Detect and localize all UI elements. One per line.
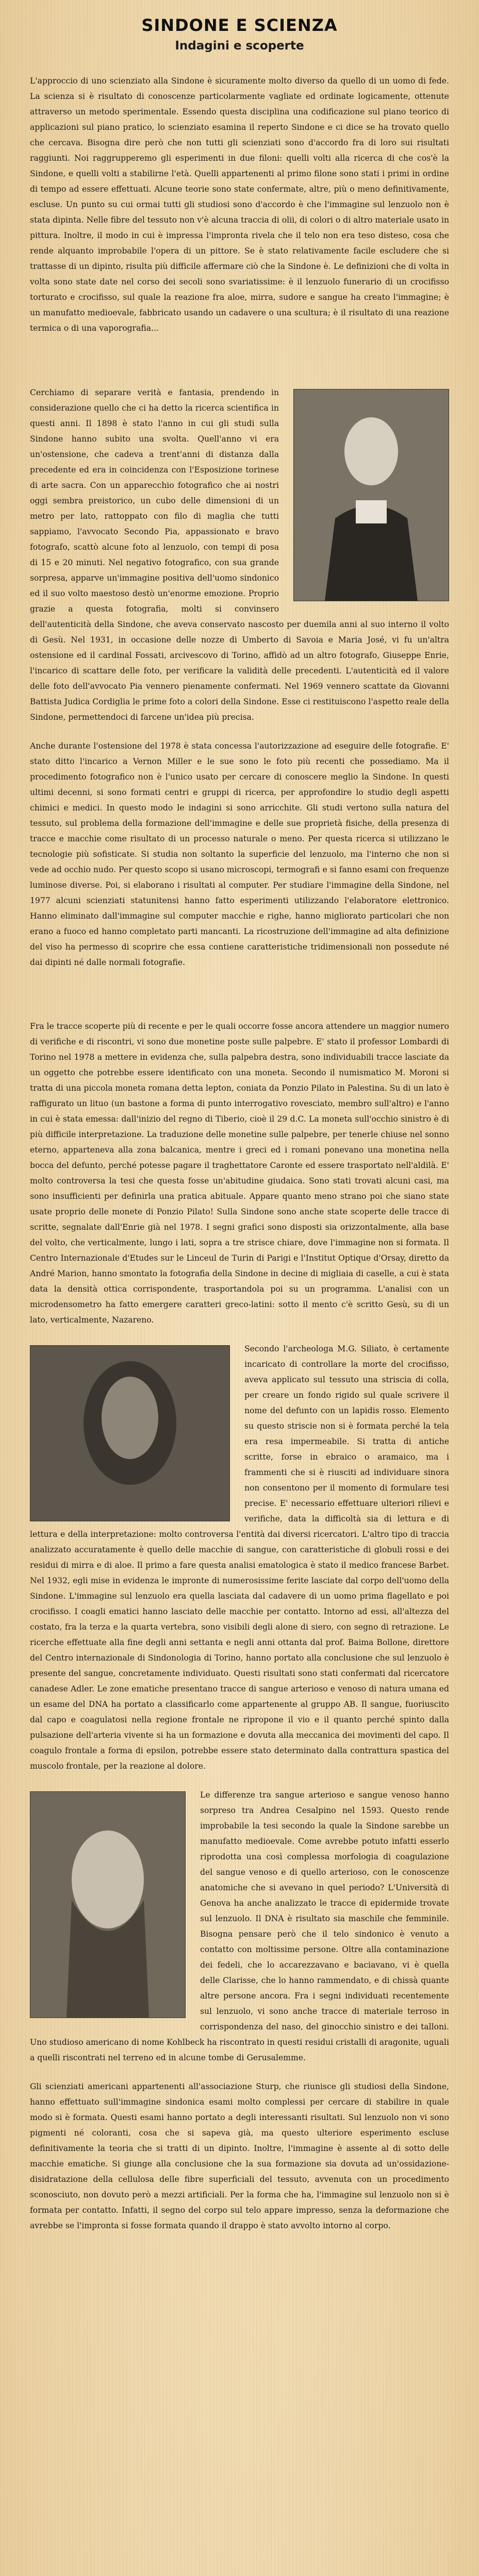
paragraph-blood <box>30 1341 449 1774</box>
page-subtitle: Indagini e scoperte <box>175 39 304 53</box>
paragraph-2-text: Cerchiamo di separare verità e fantasia, prendendo in considerazione quello che ci ha detto la ricerca scientifica in questi anni. Il 1898 è stato l'anno in cui gli studi sulla Sindone hanno subito una svolta. Quell'anno vi era un'ostensione, che cadeva a trent'anni di distanza dalla precedente ed era in coincidenza con l'Esposizione torinese di arte sacra. Con un apparecchio fotografico che ai nostri oggi sembra preistorico, un cubo delle dimensioni di un metro per lato, rattoppato con filo di maglia che tutti sappiamo, l'avvocato Secondo Pia, appassionato e bravo fotografo, scattò alcune foto al lenzuolo, con tempi di posa di 15 e 20 minuti. Nel negativo fotografico, con sua grande sorpresa, apparve un'immagine positiva dell'uomo sindonico ed il suo volto maestoso destò un'enorme emozione. Proprio grazie a questa fotografia, molti si convinsero dell'autenticità della Sindone, che aveva conservato nascosto per duemila anni al suo interno il volto di Gesù. Nel 1931, in occasione delle nozze di Umberto di Savoia e Maria José, vi fu un'altra ostensione ed il cardinal Fossati, arcivescovo di Torino, affidò ad un altro fotografo, Giuseppe Enrie, l'incarico di scattare delle foto, per verificare la validità delle precedenti. L'autenticità ed il valore delle foto dell'avvocato Pia vennero pienamente confermati. Nel 1969 vennero scattate da Giovanni Battista Judica Cordiglia le prime foto a colori della Sindone. Esse ci restituiscono l'aspetto reale della Sindone, permettendoci di farcene un'idea più precisa. <box>30 388 449 722</box>
shroud-photo-icon <box>30 1346 229 1521</box>
paragraph-6-text: Le differenze tra sangue arterioso e sangue venoso hanno sorpreso tra Andrea Cesalpino nel 1593. Questo rende improbabile la tesi secondo la quale la Sindone sarebbe un manufatto medioevale. Come avrebbe potuto infatti esserlo riprodotta una così complessa morfologia di coagulazione del sangue venoso e di quello arterioso, con le conoscenze anatomiche che si avevano in quel periodo? L'Università di Genova ha anche analizzato le tracce di epidermide trovate sul lenzuolo. Il DNA è risultato sia maschile che femminile. Bisogna pensare però che il telo sindonico è venuto a contatto con moltissime persone. Oltre alla contaminazione dei fedeli, che lo accarezzavano e baciavano, vi è quella delle Clarisse, che lo hanno rammendato, e di chissà quante altre persone ancora. Fra i segni individuati recentemente sul lenzuolo, vi sono anche tracce di materiale terroso in corrispondenza del naso, del ginocchio sinistro e dei talloni. Uno studioso americano di nome Kohlbeck ha riscontrato in questi residui cristalli di aragonite, uguali a quelli riscontrati nel terreno ed in alcune tombe di Gerusalemme. <box>30 1790 449 2062</box>
paragraph-intro <box>30 73 449 336</box>
paragraph-4-text: Fra le tracce scoperte più di recente e per le quali occorre fosse ancora attendere un maggior numero di verifiche e di riscontri, vi sono due monetine poste sulle palpebre. E' stato il professor Lombardi di Torino nel 1978 a mettere in evidenza che, sulla palpebra destra, sono individuabili tracce lasciate da un oggetto che potrebbe essere identificato con una moneta. Secondo il numismatico M. Moroni si tratta di una piccola moneta romana detta lepton, coniata da Ponzio Pilato in Palestina. Su di un lato è raffigurato un lituo (un bastone a forma di punto interrogativo rovesciato, membro sull'altro) e l'anno in cui è stata emessa: dall'inizio del regno di Tiberio, cioè il 29 d.C. La moneta sull'occhio sinistro è di più difficile interpretazione. La traduzione delle monetine sulle palpebre, per tenerle chiuse nel sonno eterno, apparteneva alla zona balcanica, mentre i greci ed i romani ponevano una monetina nella bocca del defunto, perché potesse pagare il traghettatore Caronte ed essere trasportato nell'aldilà. E' molto controversa la tesi che questa fosse un'abitudine giudaica. Sono stati trovati alcuni casi, ma sono insufficienti per definirla una pratica abituale. Appare quanto meno strano poi che siano state usate proprio delle monete di Ponzio Pilato! Sulla Sindone sono anche state scoperte delle tracce di scritte, segnalate dall'Enrie già nel 1978. I segni grafici sono disposti sia orizzontalmente, alla base del volto, che verticalmente, lungo i lati, sopra a tre strisce chiare, dove l'immagine non si formata. Il Centro Internazionale d'Etudes sur le Linceul de Turin di Parigi e l'Institut Optique d'Orsay, diretto da André Marion, hanno smontato la fotografia della Sindone in decine di migliaia di caselle, a cui è stata data la densità ottica corrispondente, trasportandola poi su un programma. L'analisi con un microdensometro ha fatto emergere caratteri greco-latini: sotto il mento c'è scritto Gesù, su di un lato, verticalmente, Nazareno. <box>30 1022 449 1325</box>
shroud-face-image <box>30 1791 186 2018</box>
portrait-icon <box>294 389 449 601</box>
paragraph-3-text: Anche durante l'ostensione del 1978 è stata concessa l'autorizzazione ad eseguire delle fotografie. E' stato ditto l'incarico a Vernon Miller e le sue sono le foto più recenti che possediamo. Ma il procedimento fotografico non è l'unico usato per cercare di conoscere meglio la Sindone. In questi ultimi decenni, si sono formati centri e gruppi di ricerca, per approfondire lo studio degli aspetti chimici e medici. In questo modo le indagini si sono arricchite. Gli studi vertono sulla natura del tessuto, sul problema della formazione dell'immagine e delle sue proprietà fisiche, della presenza di tracce e macchie come risultato di un processo naturale o meno. Per questa ricerca si utilizzano le tecnologie più sofisticate. Si studia non soltanto la superficie del lenzuolo, ma l'interno che non si vede ad occhio nudo. Per questo scopo si usano microscopi, termografi e si fanno esami con frequenze luminose diverse. Poi, si elaborano i risultati al computer. Per studiare l'immagine della Sindone, nel 1977 alcuni scienziati statunitensi hanno fatto esperimenti utilizzando l'elaboratore elettronico. Hanno eliminato dall'immagine sul computer macchie e righe, hanno migliorato particolari che non erano a fuoco ed hanno completato parti mancanti. La ricostruzione dell'immagine ad alta definizione del viso ha permesso di scoprire che essa contiene caratteristiche tridimensionali non possedute né dai dipinti né dalle normali fotografie. <box>30 741 449 967</box>
paragraph-research <box>30 738 449 970</box>
paragraph-dna <box>30 1787 449 2065</box>
portrait-image <box>293 389 449 601</box>
page-title: SINDONE E SCIENZA <box>141 15 338 35</box>
shroud-face-icon <box>30 1792 185 2018</box>
paragraph-1-text: L'approccio di uno scienziato alla Sindone è sicuramente molto diverso da quello di un uomo di fede. La scienza si è risultato di conoscenze particolarmente vagliate ed ordinate logicamente, ottenute attraverso un metodo sperimentale. Essendo questa disciplina una codificazione sul piano teorico di applicazioni sul piano pratico, lo scienziato esamina il reperto Sindone e ci dice se ha trovato quello che cercava. Bisogna dire però che non tutti gli scienziati sono d'accordo fra di loro sui risultati raggiunti. Noi raggrupperemo gli esperimenti in due filoni: quelli volti alla ricerca di che cos'è la Sindone, e quelli volti a stabilirne l'età. Quelli appartenenti al primo filone sono stati i primi in ordine di tempo ad essere effettuati. Alcune teorie sono state confermate, altre, più o meno definitivamente, escluse. Un punto su cui ormai tutti gli studiosi sono d'accordo è che l'immagine sul lenzuolo non è stata dipinta. Nelle fibre del tessuto non v'è alcuna traccia di olii, di colori o di altro materiale usato in pittura. Inoltre, il modo in cui è impressa l'impronta rivela che il telo non era teso disteso, cosa che rende alquanto improbabile l'opera di un pittore. Se è stato relativamente facile escludere che si trattasse di un dipinto, risulta più difficile affermare ciò che la Sindone è. Le definizioni che di volta in volta sono state date nel corso dei secoli sono svariatissime: è il lenzuolo funerario di un crocifisso torturato e crocifisso, sul quale la reazione fra aloe, mirra, sudore e sangue ha creato l'immagine; è un manufatto medioevale, fabbricato usando un cadavere o una scultura; è il risultato di una reazione termica o di una vaporografia... <box>30 76 449 333</box>
paragraph-photography <box>30 385 449 725</box>
shroud-photo-image <box>30 1345 230 1521</box>
paragraph-coins <box>30 1019 449 1328</box>
paragraph-sturp <box>30 2079 449 2233</box>
paragraph-7-text: Gli scienziati americani appartenenti all'associazione Sturp, che riunisce gli studiosi della Sindone, hanno effettuato sull'immagine sindonica esami molto complessi per cercare di stabilire in quale modo si è formata. Questi esami hanno portato a degli interessanti risultati. Sul lenzuolo non vi sono pigmenti né coloranti, cosa che si sapeva già, ma questo ulteriore esperimento escluse definitivamente la teoria che si tratti di un dipinto. Inoltre, l'immagine è assente al di sotto delle macchie ematiche. Si giunge alla conclusione che la sua formazione sia dovuta ad un'ossidazione-disidratazione della cellulosa delle fibre superficiali del tessuto, avvenuta con un procedimento sconosciuto, non dovuto però a mezzi artificiali. Per la forma che ha, l'immagine sul lenzuolo non si è formata per contatto. Infatti, il segno del corpo sul telo appare impresso, senza la deformazione che avrebbe se l'impronta si fosse formata quando il drappo è stato avvolto intorno al corpo. <box>30 2082 449 2230</box>
paragraph-5-text: Secondo l'archeologa M.G. Siliato, è certamente incaricato di controllare la morte del crocifisso, aveva applicato sul tessuto una striscia di colla, per creare un fondo rigido sul quale scrivere il nome del defunto con un lapidis rosso. Elemento su questo striscie non si è formata perché la tela era resa impermeabile. Si tratta di antiche scritte, forse in ebraico o aramaico, ma i frammenti che si è riusciti ad individuare sinora non consentono per il momento di formulare tesi precise. E' necessario effettuare ulteriori rilievi e verifiche, data la difficoltà sia di lettura e di lettura e della interpretazione: molto controversa l'entità dai diversi ricercatori. L'altro tipo di traccia analizzato accuratamente è quello delle macchie di sangue, con caratteristiche di globuli rossi e dei residui di mirra e di aloe. Il primo a fare questa analisi ematologica è stato il medico francese Barbet. Nel 1932, egli mise in evidenza le impronte di numerosissime ferite lasciate dal corpo dell'uomo della Sindone. L'immagine sul lenzuolo era quella lasciata dal cadavere di un uomo prima flagellato e poi crocifisso. I coagli ematici hanno lasciato delle macchie per contatto. Intorno ad essi, all'altezza del costato, fra la terza e la quarta vertebra, sono visibili degli alone di siero, con segno di retrazione. Le ricerche effettuate alla fine degli anni settanta e negli anni ottanta dal prof. Baima Bollone, direttore del Centro internazionale di Sindonologia di Torino, hanno portato alla conclusione che sul lenzuolo è presente del sangue, concretamente individuato. Questi risultati sono stati confermati dal ricercatore canadese Adler. Le zone ematiche presentano tracce di sangue arterioso e venoso di natura umana ed un esame del DNA ha portato a classificarlo come appartenente al gruppo AB. Il sangue, fuoriuscito dal capo e coagulatosi nella regione frontale ne ripropone il vio e il quanto perché spinto dalla pulsazione dell'arteria vivente si ha un formazione e dovuta alla meccanica dei movimenti del capo. Il coagulo frontale a forma di epsilon, potrebbe essere stato determinato dalla contrattura spastica del muscolo frontale, per la reazione al dolore. <box>30 1344 449 1771</box>
